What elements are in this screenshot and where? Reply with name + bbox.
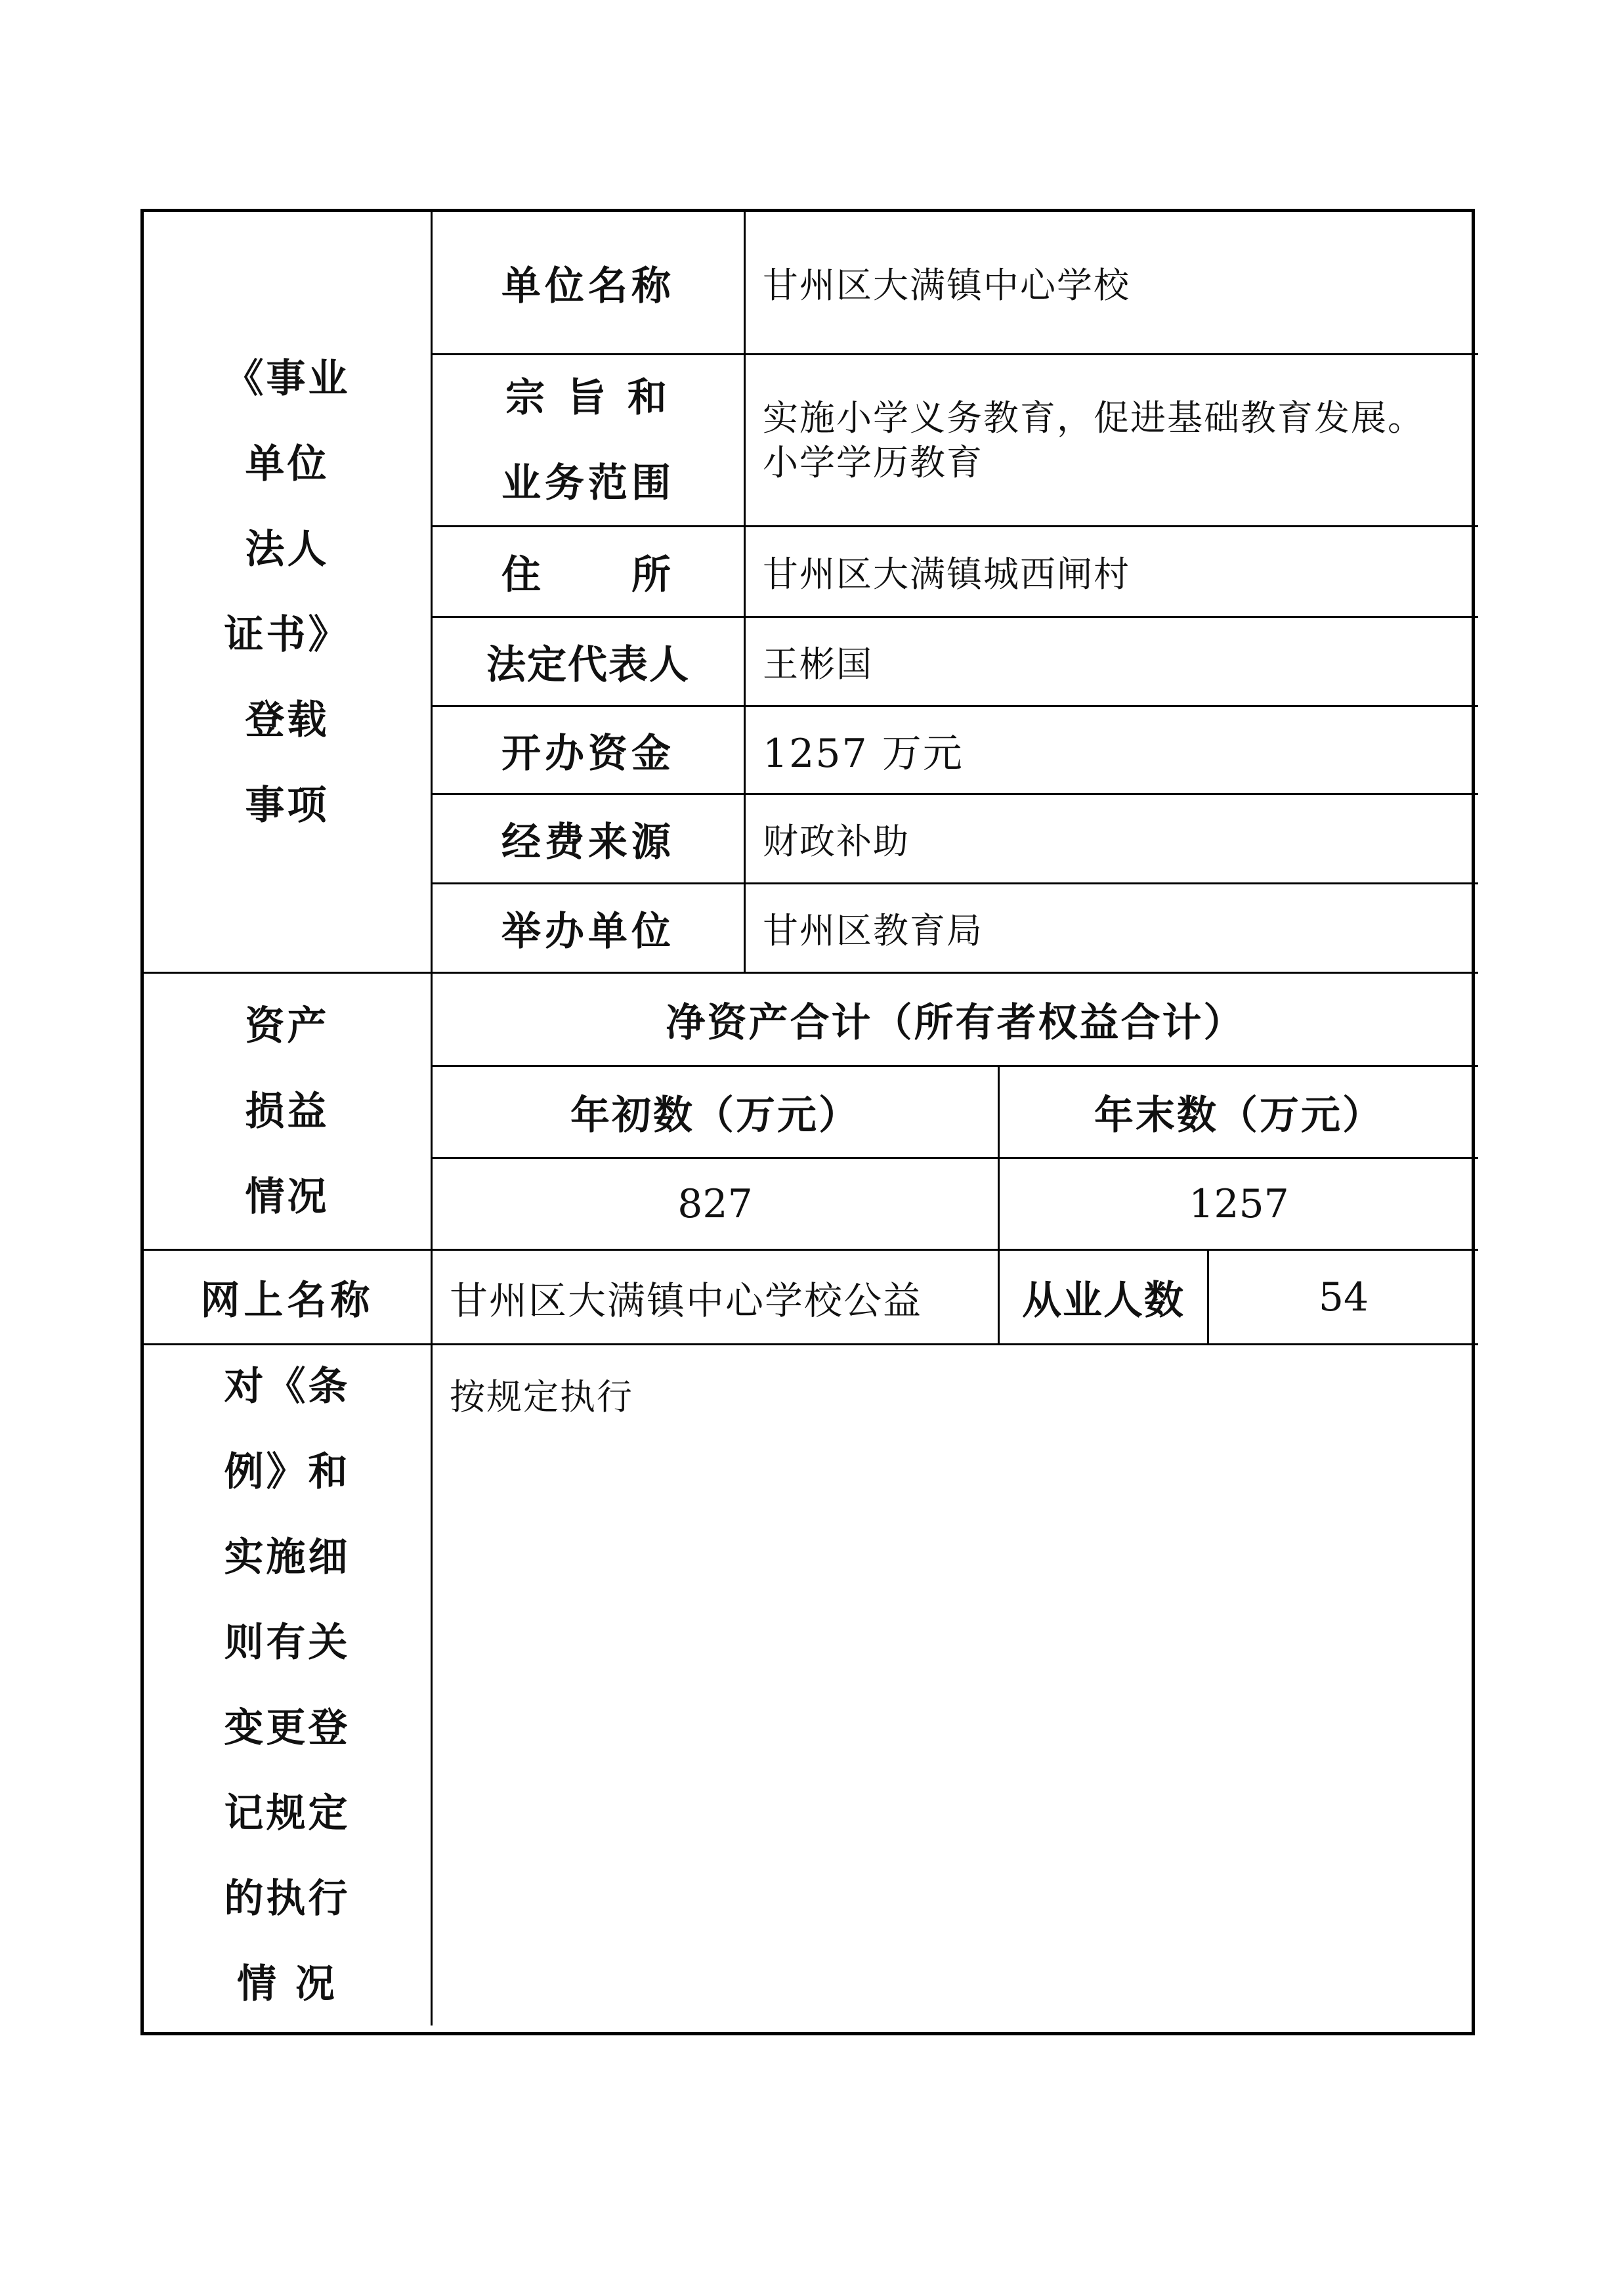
- unit-name-value: 甘州区大满镇中心学校: [746, 212, 1478, 355]
- legal-rep-label: 法定代表人: [433, 618, 746, 707]
- year-begin-label: 年初数（万元）: [433, 1067, 1000, 1159]
- legal-rep-value: 王彬国: [746, 618, 1478, 707]
- net-assets-label: 净资产合计（所有者权益合计）: [433, 974, 1478, 1067]
- compliance-label: 对《条 例》和 实施细 则有关 变更登 记规定 的执行 情 况: [144, 1345, 433, 2025]
- purpose-label-line-1: 宗 旨 和: [505, 374, 671, 421]
- funding-label: 经费来源: [433, 795, 746, 884]
- compliance-value: 按规定执行: [450, 1376, 633, 1418]
- unit-name-label: 单位名称: [433, 212, 746, 355]
- address-value: 甘州区大满镇城西闸村: [746, 527, 1478, 618]
- capital-label: 开办资金: [433, 707, 746, 795]
- year-end-label: 年末数（万元）: [1000, 1067, 1478, 1159]
- funding-value: 财政补助: [746, 795, 1478, 884]
- online-name-value: 甘州区大满镇中心学校公益: [433, 1251, 1000, 1345]
- year-begin-value: 827: [433, 1159, 1000, 1251]
- staff-count-value: 54: [1209, 1251, 1478, 1345]
- year-end-value: 1257: [1000, 1159, 1478, 1251]
- staff-count-label: 从业人数: [1000, 1251, 1209, 1345]
- sponsor-label: 举办单位: [433, 884, 746, 974]
- assets-section-label: 资产 损益 情况: [144, 974, 433, 1251]
- annual-report-table: [140, 209, 1475, 2035]
- online-name-label: 网上名称: [144, 1251, 433, 1345]
- address-label: 住 所: [433, 527, 746, 618]
- purpose-label: [433, 355, 746, 527]
- purpose-label-line-2: 业务范围: [501, 460, 675, 506]
- certificate-items-label: 《事业 单位 法人 证书》 登载 事项: [144, 212, 433, 974]
- sponsor-value: 甘州区教育局: [746, 884, 1478, 974]
- purpose-value: 实施小学义务教育，促进基础教育发展。 小学学历教育: [746, 355, 1478, 527]
- capital-value: 1257 万元: [746, 707, 1478, 795]
